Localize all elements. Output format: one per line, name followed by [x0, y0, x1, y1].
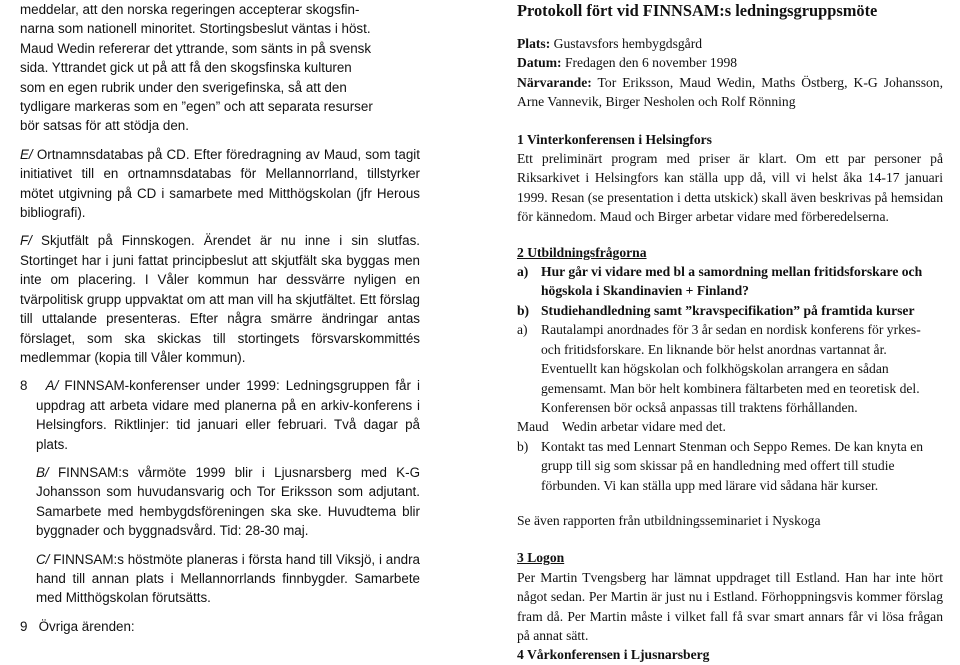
item-e-text: Ortnamnsdatabas på CD. Efter föredragning av Maud, som tagit initiativet till en ortnamnsdatabas för Mellannorrland, tillstyrker mötet utgivning på CD i samarbete med Mitthögskolan (jfr Herous bibliografi). — [20, 146, 420, 221]
section-1-text: Ett preliminärt program med priser är klart. Om ett par personer på Riksarkivet i Helsingfors kan ställa upp då, vill vi helst åka 14-17 januari 1999. Resan (se presentation i detta utskick) skall även beskrivas på hemsidan för kännedom. Maud och Birger arbetar vidare med förberedelserna. — [517, 151, 943, 225]
item-8b-label: B/ — [36, 464, 49, 480]
section-2-maud-line: Maud Wedin arbetar vidare med det. — [517, 419, 726, 435]
meta-datum-value: Fredagen den 6 november 1998 — [564, 55, 738, 71]
section-2-item-a2-text: Rautalampi anordnades för 3 år sedan en nordisk konferens för yrkes- och fritidsforskare. En liknande bör helst anordnas vartannat år. Eventuellt kan högskolan och folkhögskolan arrangera en sådan gemensamt. Man bör helt kombinera fältarbeten med en teoretisk del. Konferensen bör också anpassas till traktens förhållanden. — [541, 322, 921, 415]
section-2-item-a2 — [517, 320, 943, 417]
section-2-item-a2-label: a) — [517, 322, 528, 338]
intro-line: sida. Yttrandet gick ut på att få den skogsfinska kulturen — [20, 60, 352, 76]
section-2-item-b — [517, 301, 943, 320]
section-2-item-b2-text: Kontakt tas med Lennart Stenman och Seppo Remes. De kan knyta en grupp till sig som skissar på en handledning med offert till studie förbunden. Vi kan ställa upp med lärare vid sådana här kurser. — [541, 438, 924, 493]
section-2-item-a-text: Hur går vi vidare med bl a samordning mellan fritidsforskare och högskola i Skandinavien + Finland? — [541, 264, 923, 299]
item-f — [20, 231, 420, 367]
intro-line: som en egen rubrik under den sverigefinska, så att den — [20, 79, 347, 95]
section-1-heading: 1 Vinterkonferensen i Helsingfors — [517, 131, 712, 147]
item-8c-label: C/ — [36, 551, 50, 567]
item-9 — [20, 617, 420, 636]
right-column — [517, 0, 943, 665]
section-2-heading: 2 Utbildningsfrågorna — [517, 244, 647, 260]
item-8b-text: FINNSAM:s vårmöte 1999 blir i Ljusnarsberg med K-G Johansson som huvudansvarig och Tor Eriksson som adjutant. Samarbete med hembygdsföreningen ska ske. Huvudtema blir byggnader och byggnadsvård. Tid: 28-30 maj. — [36, 464, 420, 539]
meta-plats-label: Plats: — [517, 36, 551, 51]
item-8-number: 8 — [20, 378, 28, 394]
item-8c — [20, 550, 420, 608]
meta-plats — [517, 34, 943, 53]
section-2-item-b2-label: b) — [517, 438, 529, 454]
intro-line: tydligare markeras som en ”egen” och att separata resurser — [20, 99, 373, 115]
item-8-label: A/ — [45, 378, 59, 394]
item-f-label: F/ — [20, 233, 32, 249]
item-8b — [20, 463, 420, 541]
section-2-item-b-label: b) — [517, 302, 530, 318]
meta-plats-value: Gustavsfors hembygdsgård — [553, 36, 703, 51]
section-2-item-b-text: Studiehandledning samt ”kravspecifikation” på framtida kurser — [541, 302, 915, 318]
meta-narvarande-value: Tor Eriksson, Maud Wedin, Maths Östberg, K-G Johansson, Arne Vannevik, Birger Nesholen och Rolf Rönning — [517, 74, 943, 110]
section-2-item-a — [517, 262, 943, 301]
left-column — [20, 0, 420, 636]
item-e — [20, 145, 420, 223]
section-3-heading: 3 Logon — [517, 550, 565, 566]
intro-line: meddelar, att den norska regeringen accepterar skogsfin- — [20, 2, 360, 17]
meta-datum — [517, 53, 943, 72]
item-9-text: Övriga ärenden: — [38, 618, 135, 634]
item-e-label: E/ — [20, 146, 33, 162]
item-8-text: FINNSAM-konferenser under 1999: Ledningsgruppen får i uppdrag att arbeta vidare med planerna på en arkiv-konferens i Helsingfors. Riktlinjer: tid januari eller februari. Två dagar på plats. — [36, 378, 420, 452]
item-9-number: 9 — [20, 618, 28, 634]
meta-narvarande-label: Närvarande: — [517, 74, 592, 90]
item-8 — [20, 376, 420, 454]
page-title: Protokoll fört vid FINNSAM:s ledningsgruppsmöte — [517, 1, 878, 20]
section-4-heading: 4 Vårkonferensen i Ljusnarsberg — [517, 647, 710, 663]
section-2-item-a-label: a) — [517, 264, 529, 280]
item-8c-text: FINNSAM:s höstmöte planeras i första hand till Viksjö, i andra hand till annan plats i Mellannorrlands finnbygder. Samarbete med Mitthögskolan förutsätts. — [36, 551, 420, 606]
item-f-text: Skjutfält på Finnskogen. Ärendet är nu inne i sin slutfas. Stortinget har i juni fattat principbeslut att skjutfält ska byggas men inte om placering. I Våler kommun har dessvärre nyligen en tvärpolitisk grupp uppvaktat om att man vill ha skjutfältet. Ett förslag till uttalande presenteras. Efter några smärre ändringar antas förslaget, som ska skickas till stortingets försvarskommittés medlemmar (kopia till Våler kommun). — [20, 233, 420, 365]
meta-narvarande — [517, 73, 943, 112]
section-3-text: Per Martin Tvengsberg har lämnat uppdraget till Estland. Han har inte hört något sedan. Per Martin är just nu i Estland. Förhoppningsvis kommer förslag fram då. Per Martin måste i vilket fall få svar smart annars får vi lösa frågan på annat sätt. — [517, 569, 943, 643]
intro-line: Maud Wedin refererar det yttrande, som sänts in på svensk — [20, 40, 372, 56]
section-2-report: Se även rapporten från utbildningsseminariet i Nyskoga — [517, 512, 821, 528]
intro-line: bör satsas för att stödja den. — [20, 118, 189, 134]
meta-datum-label: Datum: — [517, 55, 562, 71]
section-2-item-b2 — [517, 437, 943, 495]
intro-line: narna som nationell minoritet. Stortingsbeslut väntas i höst. — [20, 21, 371, 37]
